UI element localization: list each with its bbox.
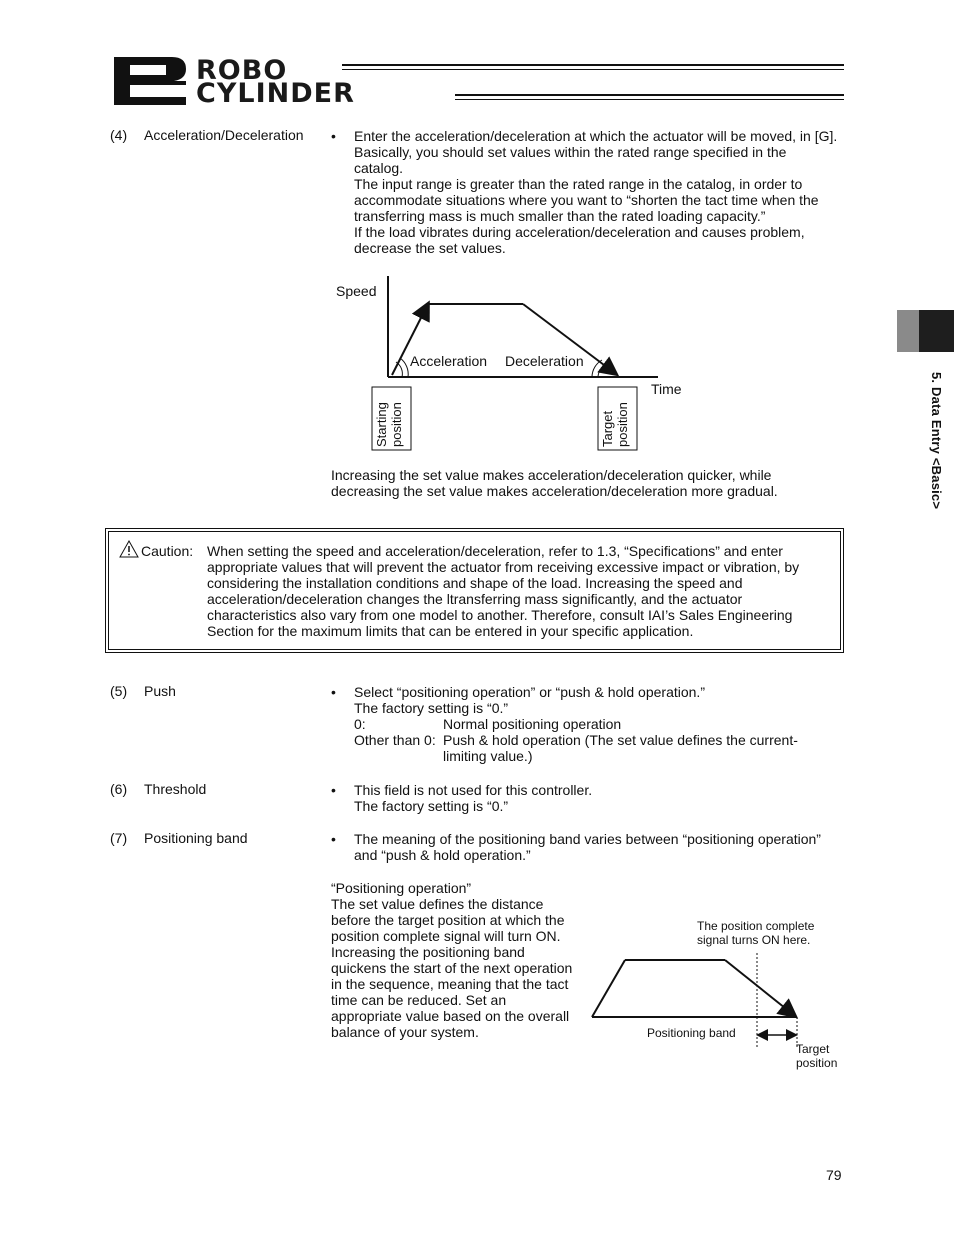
positioning-operation-text: “Positioning operation” The set value defines the distance before the target position at which the position complete signal will turn ON. Increasing the positioning band quickens the start of the next operation in the sequence, meaning that the tact time can be reduced. Set an appropriate value based on the overall balance of your system. bbox=[331, 880, 573, 1040]
positioning-band-label: Positioning band bbox=[647, 1026, 736, 1040]
target-line1: Target bbox=[600, 410, 615, 447]
logo-word-robo: ROBO bbox=[196, 55, 288, 86]
header-rule-bottom bbox=[455, 94, 844, 96]
starting-line1: Starting bbox=[374, 402, 389, 447]
item-6-label: Threshold bbox=[144, 781, 207, 797]
item-4-label: Acceleration/Deceleration bbox=[144, 127, 304, 143]
item-4-note: Increasing the set value makes acceleration/deceleration quicker, while decreasing the set value makes acceleration/deceleration more gradual. bbox=[331, 467, 778, 499]
item-5-label: Push bbox=[144, 683, 176, 699]
starting-line2: position bbox=[389, 402, 404, 447]
item-6-bullet: • bbox=[331, 782, 336, 798]
section-side-label: 5. Data Entry <Basic> bbox=[929, 372, 944, 510]
item-5-number: (5) bbox=[110, 683, 128, 699]
caution-text: When setting the speed and acceleration/deceleration, refer to 1.3, “Specifications” and enter appropriate values that will prevent the actuator from receiving excessive impact or vibration, by considering the installation conditions and shape of the load. Increasing the speed and acceleration/deceleration changes the ltransferring mass significantly, and the actuator characteristics also vary from one model to another. Therefore, consult IAI’s Sales Engineering Section for the maximum limits that can be entered in your specific application. bbox=[207, 543, 800, 639]
item-7-label: Positioning band bbox=[144, 830, 248, 846]
item-4-bullet: • bbox=[331, 128, 336, 144]
item-4-description: Enter the acceleration/deceleration at which the actuator will be moved, in [G]. Basically, you should set values within the rated range specified in the catalog. The input range is greater than the rated range in the catalog, in order to accommodate situations where you want to “shorten the tact time when the transferring mass is much smaller than the rated loading capacity.” If the load vibrates during acceleration/deceleration and causes problem, decrease the set values. bbox=[354, 128, 838, 256]
signal-turns-on-note: The position complete signal turns ON here. bbox=[697, 919, 815, 947]
item-7-bullet: • bbox=[331, 831, 336, 847]
logo-mark-text bbox=[118, 60, 119, 76]
section-tab-light bbox=[897, 310, 919, 352]
item-5-line1: Select “positioning operation” or “push & hold operation.” bbox=[354, 684, 705, 700]
y-axis-label: Speed bbox=[336, 283, 377, 299]
header-rule-top bbox=[342, 64, 844, 66]
acceleration-label: Acceleration bbox=[410, 353, 488, 369]
header-rule-bottom-thin bbox=[455, 99, 844, 100]
warning-icon bbox=[119, 540, 139, 558]
starting-position-label bbox=[374, 387, 404, 447]
target-line2: position bbox=[615, 402, 630, 447]
section-tab-dark bbox=[919, 310, 954, 352]
item-6-description: This field is not used for this controller. The factory setting is “0.” bbox=[354, 782, 593, 814]
page-number: 79 bbox=[826, 1167, 842, 1183]
logo-word-cylinder: CYLINDER bbox=[196, 78, 355, 109]
item-5-bullet: • bbox=[331, 684, 336, 700]
item-5-option1-value: Normal positioning operation bbox=[443, 716, 622, 732]
item-5-option2-value: Push & hold operation (The set value defines the current- limiting value.) bbox=[443, 732, 798, 764]
header-rule-top-thin bbox=[342, 69, 844, 70]
item-7-number: (7) bbox=[110, 830, 128, 846]
item-5-line2: The factory setting is “0.” bbox=[354, 700, 509, 716]
band-target-position-label: Target position bbox=[796, 1042, 838, 1070]
deceleration-label: Deceleration bbox=[505, 353, 584, 369]
x-axis-label: Time bbox=[651, 381, 682, 397]
target-position-label bbox=[600, 387, 630, 447]
item-4-number: (4) bbox=[110, 127, 128, 143]
item-5-option2-key: Other than 0: bbox=[354, 732, 436, 748]
item-7-description: The meaning of the positioning band varies between “positioning operation” and “push & hold operation.” bbox=[354, 831, 821, 863]
item-5-option1-key: 0: bbox=[354, 716, 366, 732]
item-6-number: (6) bbox=[110, 781, 128, 797]
caution-label: Caution: bbox=[141, 543, 194, 559]
